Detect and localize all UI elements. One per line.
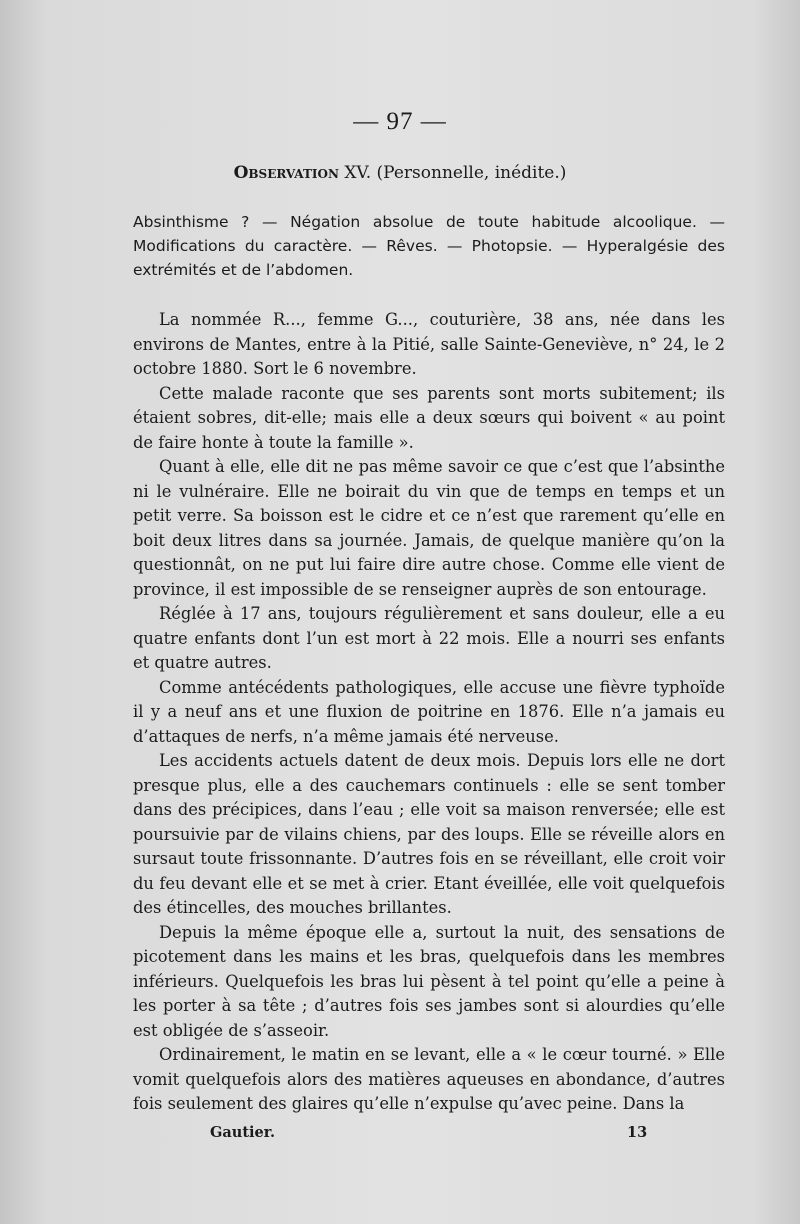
page-number: — 97 —: [353, 108, 447, 135]
paragraph: Quant à elle, elle dit ne pas même savoir ce que c’est que l’absinthe ni le vulnéraire. Elle ne boirait du vin que de temps en temps et un petit verre. Sa boisson est le cidre et ce n’est que rarement qu’elle en boit deux litres dans sa journée. Jamais, de quelque manière qu’on la questionnât, on ne put lui faire dire autre chose. Comme elle vient de province, il est impossible de se renseigner auprès de son entourage.: [133, 457, 725, 599]
case-summary: Absinthisme ? — Négation absolue de toute habitude alcoolique. — Modifications du caractère. — Rêves. — Photopsie. — Hyperalgésie des extrémités et de l’abdomen.: [133, 213, 725, 279]
paragraph: Réglée à 17 ans, toujours régulièrement et sans douleur, elle a eu quatre enfants dont l’un est mort à 22 mois. Elle a nourri ses enfants et quatre autres.: [133, 604, 725, 672]
page-footer: [0, 1124, 800, 1146]
paragraph: Cette malade raconte que ses parents sont morts subitement; ils étaient sobres, dit-elle; mais elle a deux sœurs qui boivent « au point de faire honte à toute la famille ».: [133, 383, 725, 452]
paragraph: La nommée R..., femme G..., couturière, 38 ans, née dans les environs de Mantes, entre à la Pitié, salle Sainte-Geneviève, n° 24, le 2 octobre 1880. Sort le 6 novembre.: [133, 310, 725, 378]
paragraph: Ordinairement, le matin en se levant, elle a « le cœur tourné. » Elle vomit quelquefois alors des matières aqueuses en abondance, d’autres fois seulement des glaires qu’elle n’expulse qu’avec peine. Dans la: [133, 1045, 725, 1113]
running-author: Gautier.: [210, 1124, 276, 1141]
signature-mark: 13: [627, 1124, 648, 1141]
observation-label: Observation: [233, 163, 339, 183]
paragraph: Depuis la même époque elle a, surtout la nuit, des sensations de picotement dans les mains et les bras, quelquefois dans les membres inférieurs. Quelquefois les bras lui pèsent à tel point qu’elle a peine à les porter à sa tête ; d’autres fois ses jambes sont si alourdies qu’elle est obligée de s’asseoir.: [133, 922, 725, 1040]
paragraph: Les accidents actuels datent de deux mois. Depuis lors elle ne dort presque plus, elle a des cauchemars continuels : elle se sent tomber dans des précipices, dans l’eau ; elle voit sa maison renversée; elle est poursuivie par de vilains chiens, par des loups. Elle se réveille alors en sursaut toute frissonnante. D’autres fois en se réveillant, elle croit voir du feu devant elle et se met à crier. Etant éveillée, elle voit quelquefois des étincelles, des mouches brillantes.: [133, 751, 725, 917]
case-body: [133, 308, 725, 1117]
paragraph: Comme antécédents pathologiques, elle accuse une fièvre typhoïde il y a neuf ans et une fluxion de poitrine en 1876. Elle n’a jamais eu d’attaques de nerfs, n’a même jamais été nerveuse.: [133, 677, 725, 746]
observation-subtitle: XV. (Personnelle, inédite.): [338, 163, 567, 183]
observation-heading: [0, 163, 800, 183]
